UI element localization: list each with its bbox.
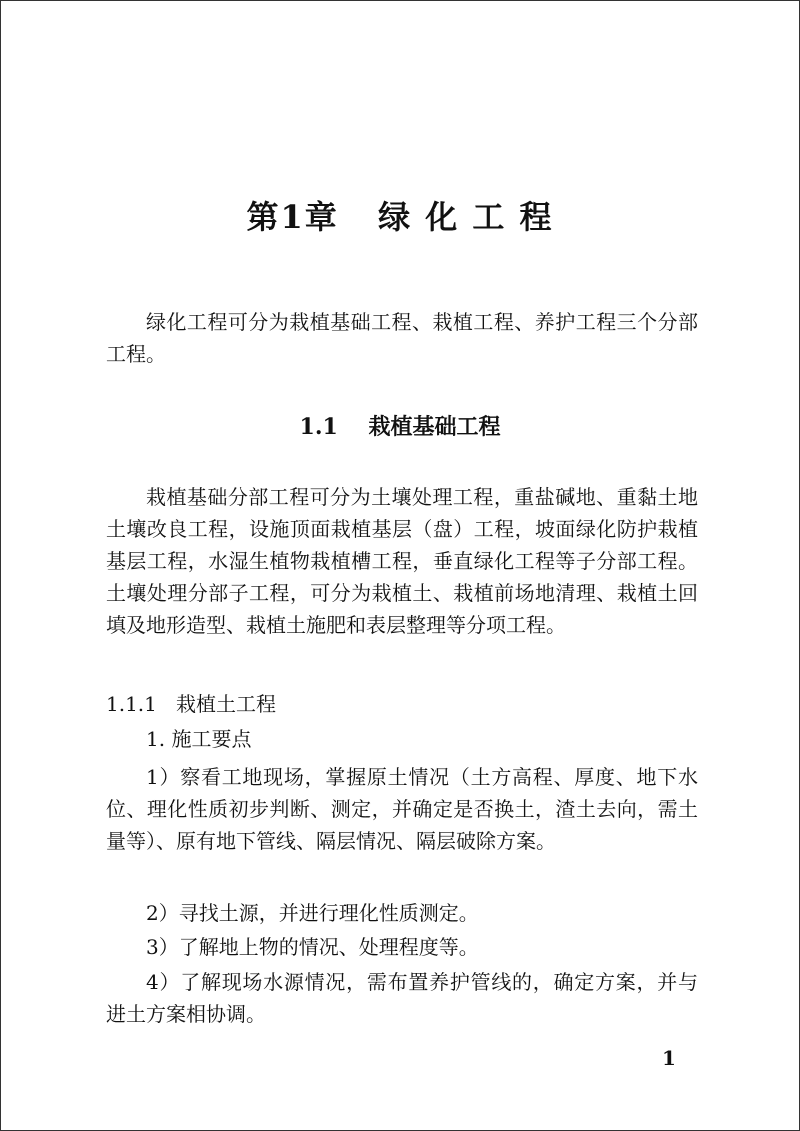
intro-paragraph: 绿化工程可分为栽植基础工程、栽植工程、养护工程三个分部工程。 (106, 310, 698, 366)
item-heading-construction-points: 1. 施工要点 (146, 727, 252, 751)
section-1-1-paragraph: 栽植基础分部工程可分为土壤处理工程，重盐碱地、重黏土地土壤改良工程，设施顶面栽植基层（盘）工程，坡面绿化防护栽植基层工程，水湿生植物栽植槽工程，垂直绿化工程等子分部工程。土壤处理分部子工程，可分为栽植土、栽植前场地清理、栽植土回填及地形造型、栽植土施肥和表层整理等分项工程。 (106, 485, 698, 637)
point-3: 3）了解地上物的情况、处理程度等。 (146, 935, 479, 959)
chapter-title: 第1章 绿 化 工 程 (246, 198, 554, 236)
page-number: 1 (662, 1046, 676, 1070)
section-heading-1-1: 1.1 栽植基础工程 (299, 414, 501, 440)
point-1: 1）察看工地现场，掌握原土情况（土方高程、厚度、地下水位、理化性质初步判断、测定，并确定是否换土，渣土去向，需土量等）、原有地下管线、隔层情况、隔层破除方案。 (106, 765, 698, 853)
point-4: 4）了解现场水源情况，需布置养护管线的，确定方案，并与进土方案相协调。 (106, 970, 698, 1026)
subsection-heading-1-1-1: 1.1.1 栽植土工程 (106, 692, 276, 716)
point-2: 2）寻找土源，并进行理化性质测定。 (146, 901, 479, 925)
